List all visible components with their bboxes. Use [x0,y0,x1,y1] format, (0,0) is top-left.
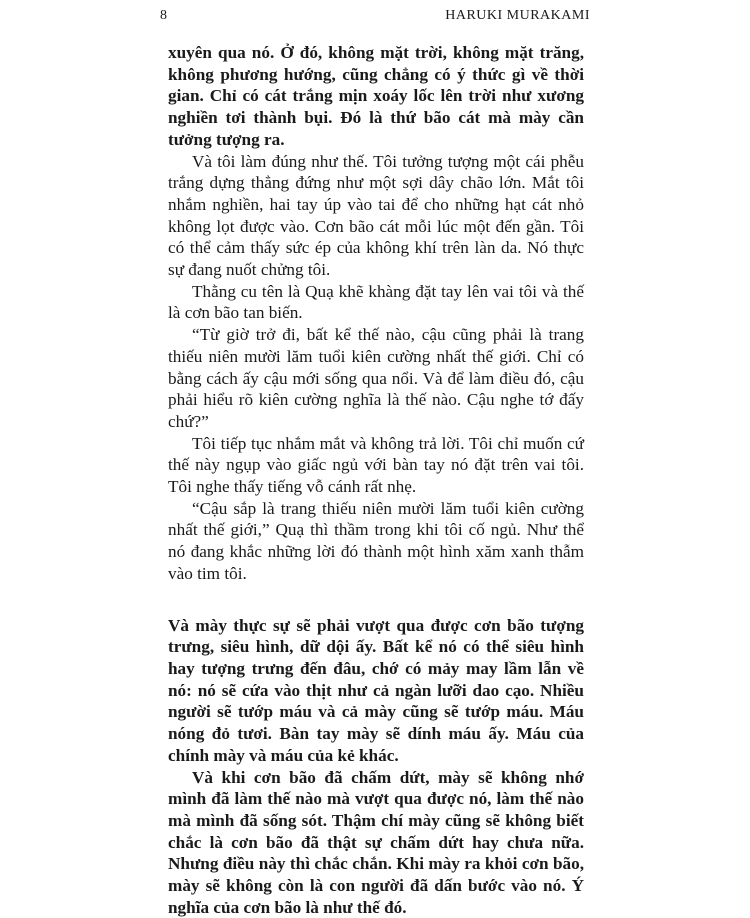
paragraph-dialogue: “Cậu sắp là trang thiếu niên mười lăm tuổi kiên cường nhất thế giới,” Quạ thì thầm trong khi tôi cố ngủ. Như thể nó đang khắc những lời đó thành một hình xăm xanh thẫm vào tim tôi. [168,498,584,585]
section-break [168,585,584,615]
paragraph-continuation: xuyên qua nó. Ở đó, không mặt trời, không mặt trăng, không phương hướng, cũng chẳng có ý thức gì về thời gian. Chỉ có cát trắng mịn xoáy lốc lên trời như xương nghiền tơi thành bụi. Đó là thứ bão cát mà mày cần tưởng tượng ra. [168,42,584,151]
paragraph: Thằng cu tên là Quạ khẽ khàng đặt tay lên vai tôi và thế là cơn bão tan biến. [168,281,584,324]
page-body [168,42,584,918]
paragraph: Tôi tiếp tục nhắm mắt và không trả lời. Tôi chỉ muốn cứ thế này ngụp vào giấc ngủ với bàn tay nó đặt trên vai tôi. Tôi nghe thấy tiếng vỗ cánh rất nhẹ. [168,433,584,498]
paragraph-dialogue: “Từ giờ trở đi, bất kể thế nào, cậu cũng phải là trang thiếu niên mười lăm tuổi kiên cường nhất thế giới. Chỉ có bằng cách ấy cậu mới sống qua nổi. Và để làm điều đó, cậu phải hiểu rõ kiên cường nghĩa là thế nào. Cậu nghe tớ đấy chứ?” [168,324,584,433]
paragraph-bold: Và mày thực sự sẽ phải vượt qua được cơn bão tượng trưng, siêu hình, dữ dội ấy. Bất kể nó có thể siêu hình hay tượng trưng đến đâu, chớ có mảy may lầm lẫn về nó: nó sẽ cứa vào thịt như cả ngàn lưỡi dao cạo. Nhiều người sẽ tướp máu và cả mày cũng sẽ tướp máu. Máu nóng đỏ tươi. Bàn tay mày sẽ dính máu ấy. Máu của chính mày và máu của kẻ khác. [168,615,584,767]
paragraph-bold: Và khi cơn bão đã chấm dứt, mày sẽ không nhớ mình đã làm thế nào mà vượt qua được nó, làm thế nào mà mình đã sống sót. Thậm chí mày cũng sẽ không biết chắc là cơn bão đã thật sự chấm dứt hay chưa nữa. Nhưng điều này thì chắc chắn. Khi mày ra khỏi cơn bão, mày sẽ không còn là con người đã dấn bước vào nó. Ý nghĩa của cơn bão là như thế đó. [168,767,584,918]
page-header [160,8,590,28]
paragraph: Và tôi làm đúng như thế. Tôi tưởng tượng một cái phễu trắng dựng thẳng đứng như một sợi dây chão lớn. Mắt tôi nhắm nghiền, hai tay úp vào tai để cho những hạt cát nhỏ không lọt được vào. Cơn bão cát mỗi lúc một đến gần. Tôi có thể cảm thấy sức ép của không khí trên làn da. Nó thực sự đang nuốt chửng tôi. [168,151,584,281]
page-number: 8 [160,8,168,24]
running-title: HARUKI MURAKAMI [445,8,590,24]
